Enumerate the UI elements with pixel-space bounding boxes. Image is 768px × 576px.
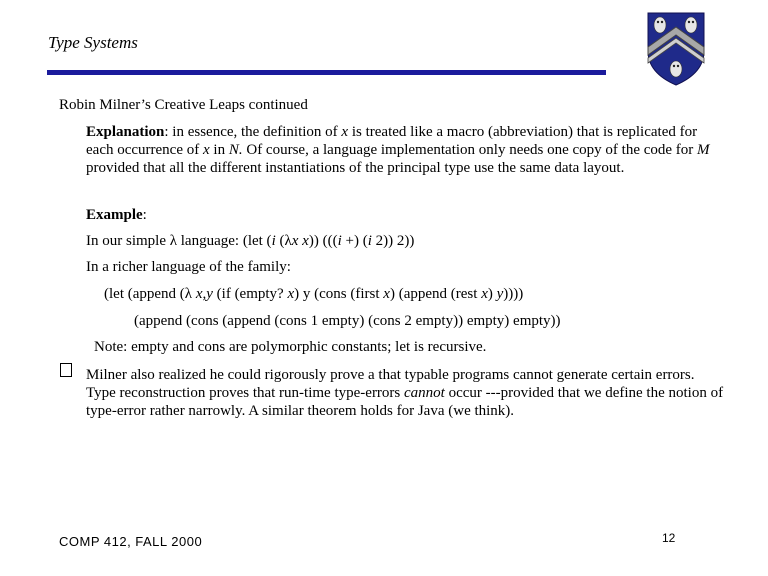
code-1-text-f: )))) <box>503 286 524 302</box>
example-line-1-var-i-1: i <box>271 233 276 249</box>
example-code-line-2: (append (cons (append (cons 1 empty) (cons 2 empty)) empty) empty)) <box>134 313 561 329</box>
explanation-var-m: M <box>697 142 710 158</box>
example-line-1-text-e: 2)) 2)) <box>371 233 415 249</box>
example-line-1-text-d: +) ( <box>341 233 368 249</box>
rice-university-crest-icon <box>645 11 707 87</box>
bullet-paragraph-text-b: occur ---provided that we define the notion of type-error rather narrowly. A similar theorem holds for Java (we think). <box>86 385 724 419</box>
explanation-text-3: in <box>209 142 229 158</box>
explanation-text-1: : in essence, the definition of <box>164 124 342 140</box>
title-rule <box>47 70 606 75</box>
code-1-text-b: (if (empty? <box>212 286 288 302</box>
explanation-var-n: N. <box>228 142 243 158</box>
square-bullet-icon <box>60 363 72 377</box>
bullet-paragraph-emphasis: cannot <box>404 385 445 401</box>
explanation-text-5: provided that all the different instantiations of the principal type use the same data layout. <box>86 160 625 176</box>
slide-title: Type Systems <box>48 33 138 52</box>
example-line-1-text-b: (λ <box>275 233 292 249</box>
example-label: Example <box>86 207 143 223</box>
code-1-var-x-2: x <box>383 286 390 302</box>
explanation-text-2: is treated like a macro (abbreviation) that is replicated for each occurrence of <box>86 124 698 158</box>
example-line-1-var-x: x x <box>291 233 309 249</box>
code-1-var-y: y <box>496 286 504 302</box>
example-line-1 <box>86 232 414 250</box>
code-1-text-d: ) (append (rest <box>389 286 482 302</box>
explanation-text-4: Of course, a language implementation only needs one copy of the code for <box>242 142 698 158</box>
bullet-paragraph-text-a: Milner also realized he could rigorously prove a that typable programs cannot generate certain errors. Type reconstruction proves that run-time type-errors <box>86 367 695 401</box>
code-1-var-x-3: x <box>481 286 488 302</box>
code-1-text-c: ) y (cons (first <box>294 286 384 302</box>
explanation-var-x-1: x <box>341 124 349 140</box>
explanation-var-x-2: x <box>203 142 210 158</box>
bullet-paragraph <box>86 366 726 420</box>
example-line-1-text-c: )) ((( <box>308 233 338 249</box>
code-1-var-xy: x,y <box>195 286 213 302</box>
example-line-2: In a richer language of the family: <box>86 259 291 275</box>
explanation-paragraph <box>86 123 711 177</box>
footer-course: COMP 412, FALL 2000 <box>59 534 203 549</box>
explanation-label: Explanation <box>86 124 165 140</box>
code-1-text-a: (let (append (λ <box>104 286 196 302</box>
code-1-text-e: ) <box>487 286 497 302</box>
code-1-var-x-1: x <box>287 286 295 302</box>
example-colon: : <box>142 207 147 223</box>
note-text: Note: empty and cons are polymorphic constants; let is recursive. <box>94 339 487 355</box>
example-heading <box>86 206 147 224</box>
example-code-line-1 <box>104 285 523 303</box>
example-line-1-var-i-2: i <box>337 233 342 249</box>
slide-subtitle: Robin Milner’s Creative Leaps continued <box>59 97 308 113</box>
page-number: 12 <box>662 531 676 545</box>
example-line-1-text-a: In our simple λ language: (let ( <box>86 233 272 249</box>
example-line-1-var-i-3: i <box>367 233 372 249</box>
